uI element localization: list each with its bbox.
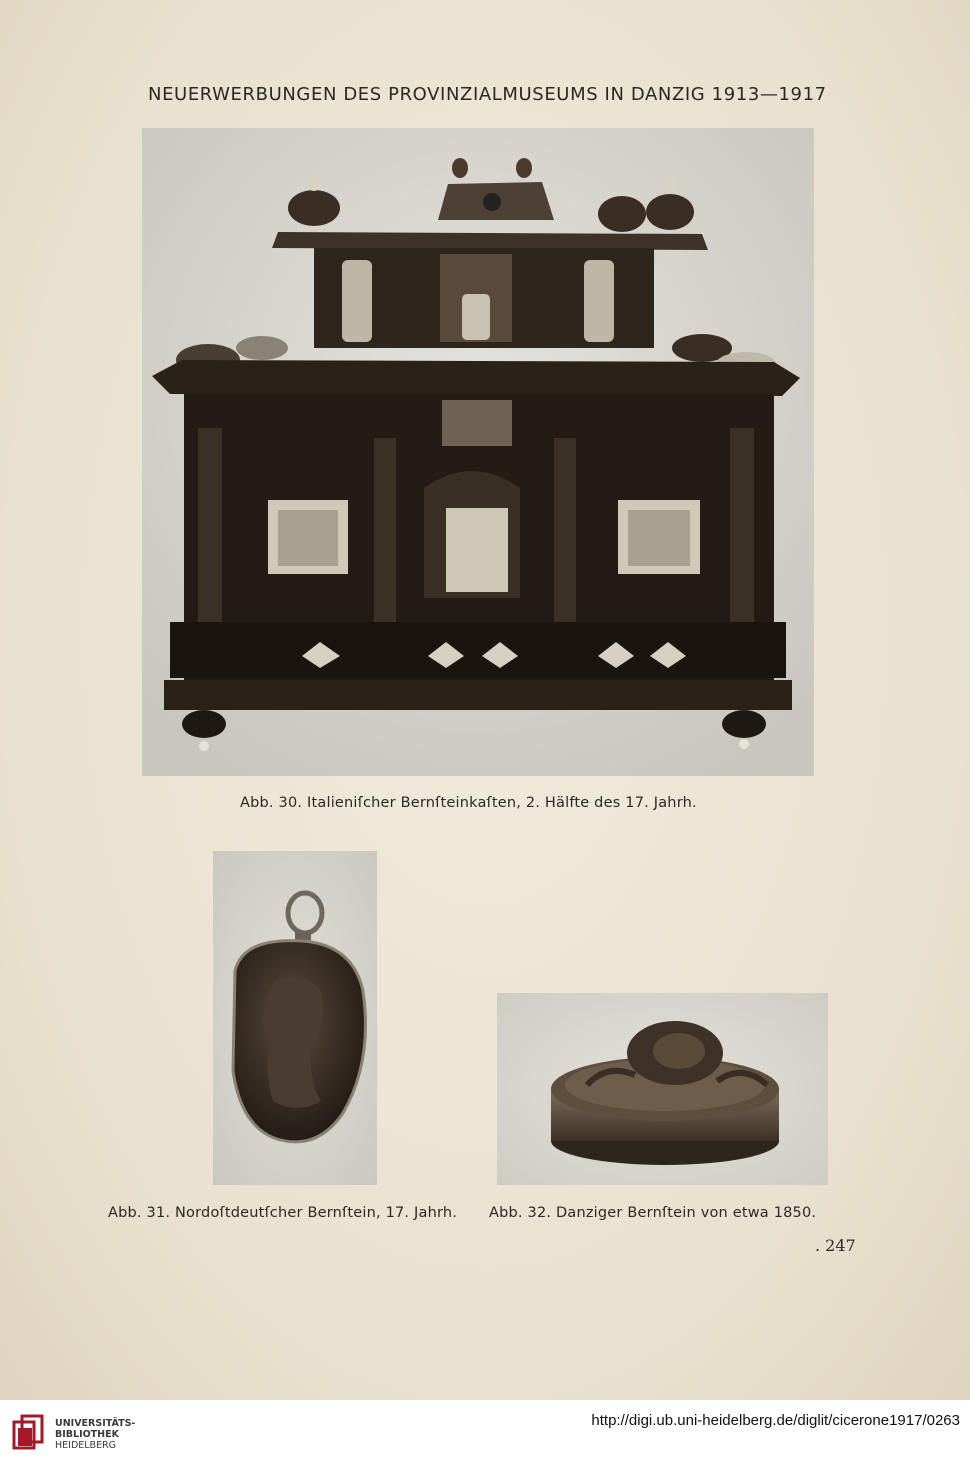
footer-bar (0, 1400, 970, 1471)
figure-32-caption: Abb. 32. Danziger Bernſtein von etwa 1850. (489, 1205, 817, 1221)
figure-31-caption: Abb. 31. Nordoſtdeutſcher Bernſtein, 17. Jahrh. (108, 1205, 458, 1221)
figure-30-amber-cabinet-photo (142, 128, 814, 776)
source-url[interactable]: http://digi.ub.uni-heidelberg.de/diglit/cicerone1917/0263 (591, 1412, 960, 1429)
logo-line-1: UNIVERSITÄTS- (55, 1418, 136, 1429)
page-number: . 247 (815, 1236, 856, 1255)
logo-line-2: BIBLIOTHEK (55, 1429, 119, 1440)
library-logo-icon (10, 1412, 46, 1458)
logo-line-3: HEIDELBERG (55, 1440, 117, 1451)
running-title: NEUERWERBUNGEN DES PROVINZIALMUSEUMS IN DANZIG 1913—1917 (148, 84, 827, 105)
figure-32-amber-box-photo (497, 993, 828, 1185)
figure-31-amber-pendant-photo (213, 851, 377, 1185)
figure-30-caption: Abb. 30. Italieniſcher Bernſteinkaſten, 2. Hälfte des 17. Jahrh. (240, 795, 697, 811)
library-logo-text (55, 1418, 135, 1451)
